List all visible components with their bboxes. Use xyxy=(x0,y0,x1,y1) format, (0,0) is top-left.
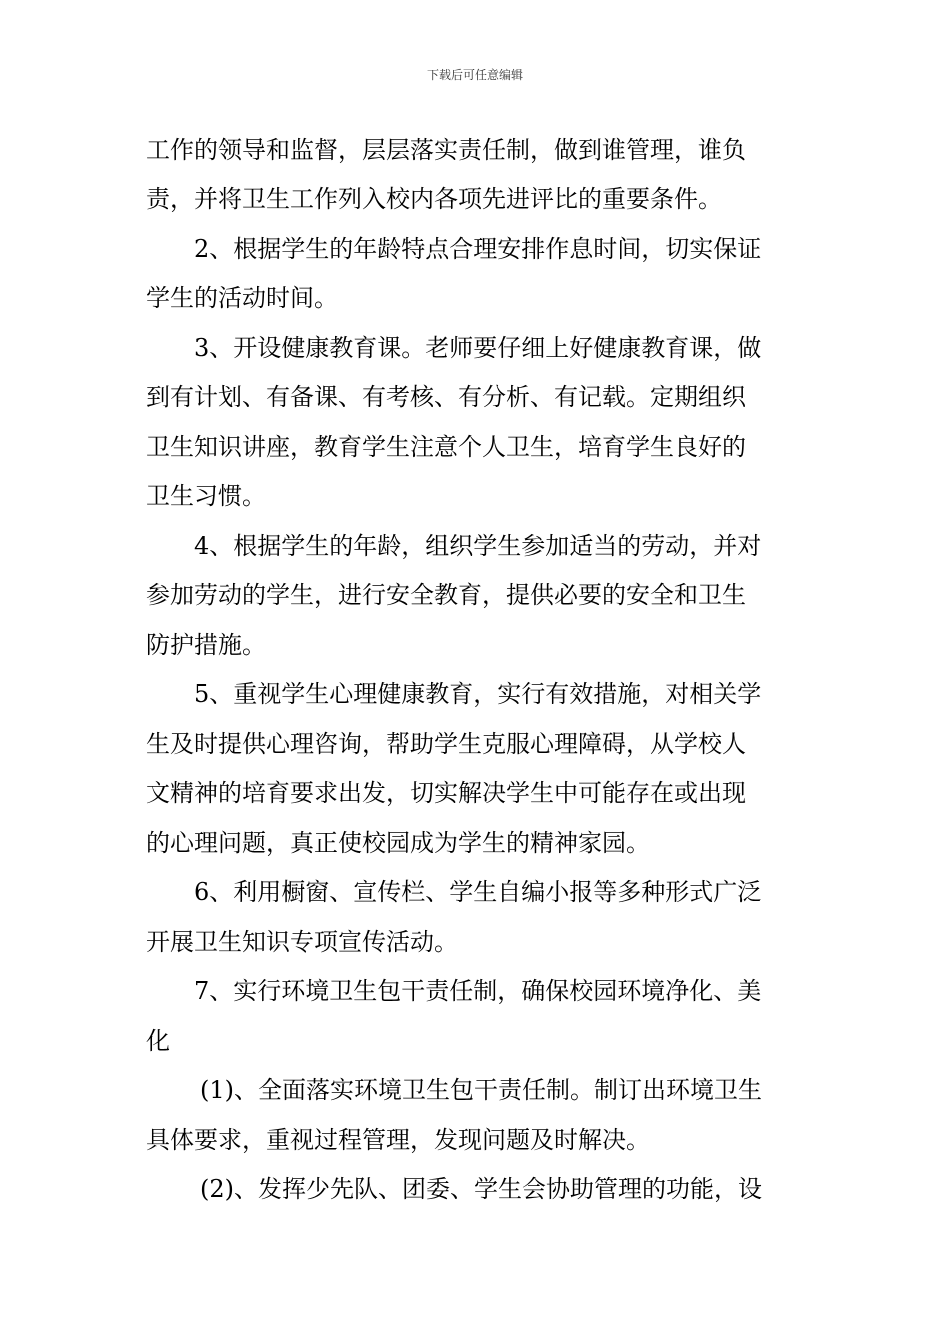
text-line: (2)、发挥少先队、团委、学生会协助管理的功能，设 xyxy=(200,1175,762,1203)
text-line: 4、根据学生的年龄，组织学生参加适当的劳动，并对 xyxy=(194,532,762,560)
text-line: 到有计划、有备课、有考核、有分析、有记载。定期组织 xyxy=(146,383,746,411)
text-line: 6、利用橱窗、宣传栏、学生自编小报等多种形式广泛 xyxy=(194,878,762,906)
text-line: 开展卫生知识专项宣传活动。 xyxy=(146,928,458,956)
text-line: 生及时提供心理咨询，帮助学生克服心理障碍，从学校人 xyxy=(146,730,746,758)
text-line: 5、重视学生心理健康教育，实行有效措施，对相关学 xyxy=(194,680,762,708)
text-line: 参加劳动的学生，进行安全教育，提供必要的安全和卫生 xyxy=(146,581,746,609)
text-line: 防护措施。 xyxy=(146,631,266,659)
text-line: 7、实行环境卫生包干责任制，确保校园环境净化、美 xyxy=(194,977,762,1005)
text-line: (1)、全面落实环境卫生包干责任制。制订出环境卫生 xyxy=(200,1076,762,1104)
text-line: 的心理问题，真正使校园成为学生的精神家园。 xyxy=(146,829,650,857)
text-line: 工作的领导和监督，层层落实责任制，做到谁管理，谁负 xyxy=(146,136,746,164)
page-header: 下载后可任意编辑 xyxy=(426,68,523,82)
text-line: 卫生习惯。 xyxy=(146,482,266,510)
text-line: 卫生知识讲座，教育学生注意个人卫生，培育学生良好的 xyxy=(146,433,746,461)
text-line: 化 xyxy=(146,1027,170,1055)
text-line: 具体要求，重视过程管理，发现问题及时解决。 xyxy=(146,1126,650,1154)
text-line: 2、根据学生的年龄特点合理安排作息时间，切实保证 xyxy=(194,235,762,263)
text-line: 责，并将卫生工作列入校内各项先进评比的重要条件。 xyxy=(146,185,722,213)
text-line: 学生的活动时间。 xyxy=(146,284,338,312)
text-line: 文精神的培育要求出发，切实解决学生中可能存在或出现 xyxy=(146,779,746,807)
text-line: 3、开设健康教育课。老师要仔细上好健康教育课，做 xyxy=(194,334,762,362)
